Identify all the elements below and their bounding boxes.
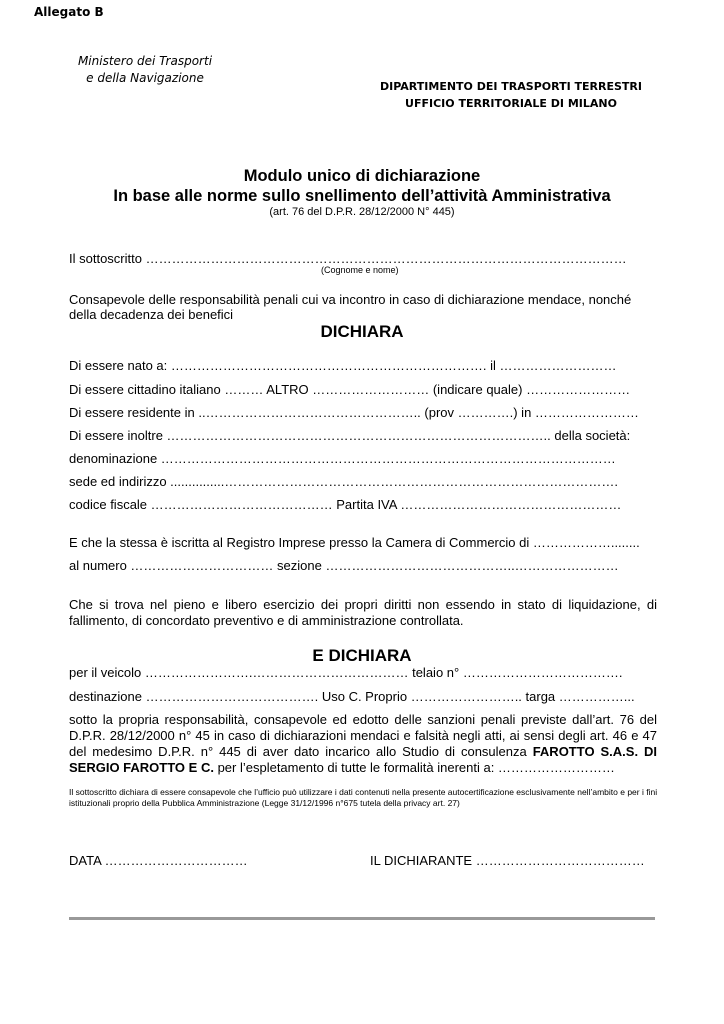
document-subtitle: In base alle norme sullo snellimento dell’attività Amministrativa [113, 187, 611, 205]
e-dichiara-heading: E DICHIARA [312, 646, 412, 665]
allegato-label: Allegato B [34, 5, 104, 19]
field-inoltre: Di essere inoltre …………………………………………………………………………….. della società: [69, 428, 631, 443]
sottoscritto-caption: (Cognome e nome) [321, 265, 399, 275]
consapevole-line-2: della decadenza dei benefici [69, 307, 234, 322]
registro-line-2: al numero …………………………… sezione ……………………………………..…………………… [69, 558, 619, 573]
field-codice-fiscale: codice fiscale …………………………………… Partita IVA …………………………………………… [69, 497, 622, 512]
field-denominazione: denominazione …………………………………………………………………………………………… [69, 451, 616, 466]
field-residente: Di essere residente in ..………………………………………….. (prov ………….) in …………………… [69, 405, 639, 420]
destinazione-line: destinazione …………………………………. Uso C. Proprio …………………….. targa ……………... [69, 689, 635, 704]
veicolo-line: per il veicolo …………………….……………………………… telaio n° ………………………………. [69, 665, 623, 680]
ministero-line-1: Ministero dei Trasporti [77, 54, 213, 68]
footer-rule [69, 917, 655, 920]
document-title: Modulo unico di dichiarazione [243, 167, 481, 185]
studio-name: FAROTTO S.A.S. DI SERGIO FAROTTO E C. [69, 744, 657, 775]
ministero-line-2: e della Navigazione [86, 71, 204, 85]
field-nato: Di essere nato a: ………………………………………………………………. il ……………………… [69, 358, 617, 373]
responsabilita-text-a: sotto la propria responsabilità, consapevole ed edotto delle sanzioni penali previste dall’art. 76 del D.P.R. 28/12/2000 n° 45 in caso di dichiarazioni mendaci e falsità negli atti, ai sensi degli art. 46 e 47 del medesimo D.P.R. n° 445 di aver dato incarico allo Studio di consulenza [69, 712, 657, 759]
field-sede: sede ed indirizzo ...............………………………………………………………………………………. [69, 474, 618, 489]
dichiara-heading: DICHIARA [320, 322, 404, 341]
responsabilita-text-b: per l’espletamento di tutte le formalità inerenti a: ……………………… [213, 760, 615, 775]
ministero-header [72, 53, 218, 87]
department-line-1: DIPARTIMENTO DEI TRASPORTI TERRESTRI [380, 80, 642, 93]
dichiarante-signature-line: IL DICHIARANTE ………………………………… [370, 853, 645, 868]
registro-line-1: E che la stessa è iscritta al Registro Imprese presso la Camera di Commercio di ………………........ [69, 535, 640, 550]
department-line-2: UFFICIO TERRITORIALE DI MILANO [405, 97, 617, 110]
responsabilita-paragraph [69, 712, 657, 776]
consapevole-line-1: Consapevole delle responsabilità penali cui va incontro in caso di dichiarazione mendace, nonché [69, 292, 632, 307]
esercizio-paragraph: Che si trova nel pieno e libero esercizio dei propri diritti non essendo in stato di liquidazione, di fallimento, di concordato preventivo e di amministrazione controllata. [69, 597, 657, 628]
department-header [380, 78, 642, 112]
privacy-note: Il sottoscritto dichiara di essere consapevole che l’ufficio può utilizzare i dati contenuti nella presente autocertificazione esclusivamente nell’ambito e per i fini istituzionali proprio della Pubblica Amministrazione (Legge 31/12/1996 n°675 tutela della privacy art. 27) [69, 787, 658, 808]
field-cittadino: Di essere cittadino italiano ……… ALTRO ……………………… (indicare quale) …………………… [69, 382, 631, 397]
data-signature-line: DATA …………………………… [69, 853, 248, 868]
document-reference: (art. 76 del D.P.R. 28/12/2000 N° 445) [269, 206, 455, 218]
sottoscritto-line: Il sottoscritto ………………………………………………………………………………………………… [69, 251, 627, 266]
